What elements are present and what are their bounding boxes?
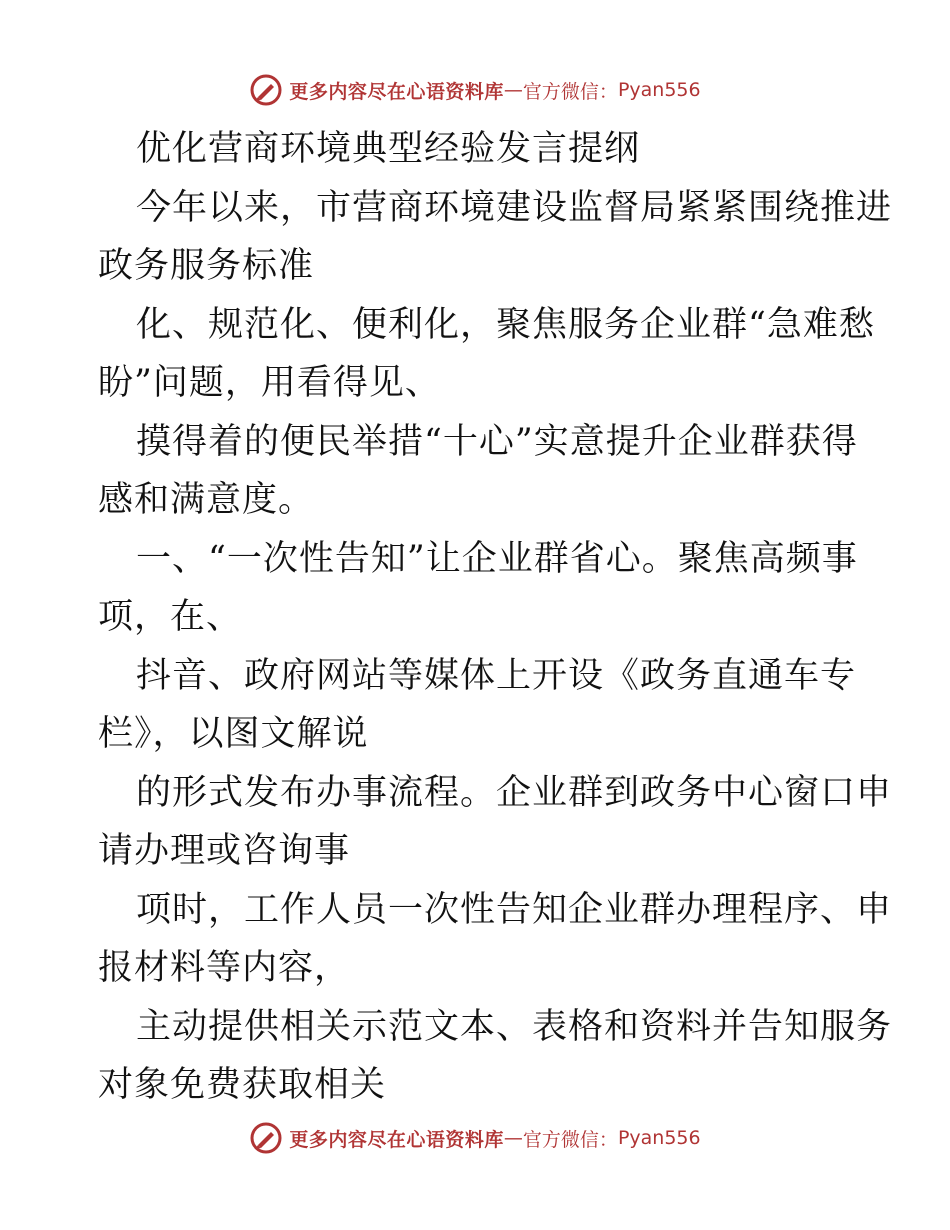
paragraph-line: 化、规范化、便利化，聚焦服务企业群“急难愁 [136, 304, 875, 345]
paragraph-line: 今年以来，市营商环境建设监督局紧紧围绕推进 [136, 187, 893, 228]
paragraph-line: 感和满意度。 [98, 480, 315, 520]
banner-wechat-label: 官方微信： [522, 80, 618, 103]
paragraph-line: 的形式发布办事流程。企业群到政务中心窗口申 [136, 772, 893, 813]
banner-title: 更多内容尽在心语资料库 [289, 80, 504, 103]
paragraph-line: 项，在、 [98, 597, 243, 637]
banner-wechat-id: Pyan556 [617, 1127, 701, 1149]
paragraph-line: 请办理或咨询事 [98, 831, 351, 871]
document-body [98, 120, 893, 1115]
paragraph-line: 政务服务标准 [98, 246, 315, 286]
footer-banner [0, 1118, 950, 1158]
paragraph-line: 项时，工作人员一次性告知企业群办理程序、申 [136, 889, 893, 930]
paragraph-line: 摸得着的便民举措“十心”实意提升企业群获得 [136, 421, 858, 462]
document-title: 优化营商环境典型经验发言提纲 [136, 129, 641, 169]
banner-separator: — [503, 79, 523, 101]
banner-wechat-id: Pyan556 [617, 79, 701, 101]
paragraph-line: 报材料等内容， [98, 948, 351, 988]
pen-logo-icon [249, 73, 283, 107]
paragraph-line: 抖音、政府网站等媒体上开设《政务直通车专 [136, 655, 857, 696]
header-banner [0, 70, 950, 110]
banner-separator: — [503, 1127, 523, 1149]
paragraph-line: 对象免费获取相关 [98, 1065, 387, 1105]
paragraph-line: 盼”问题，用看得见、 [98, 363, 441, 403]
banner-title: 更多内容尽在心语资料库 [289, 1128, 504, 1151]
paragraph-line: 主动提供相关示范文本、表格和资料并告知服务 [136, 1006, 893, 1047]
paragraph-line: 一、“一次性告知”让企业群省心。聚焦高频事 [136, 538, 858, 579]
pen-logo-icon [249, 1121, 283, 1155]
paragraph-line: 栏》，以图文解说 [98, 714, 369, 754]
banner-wechat-label: 官方微信： [522, 1128, 618, 1151]
